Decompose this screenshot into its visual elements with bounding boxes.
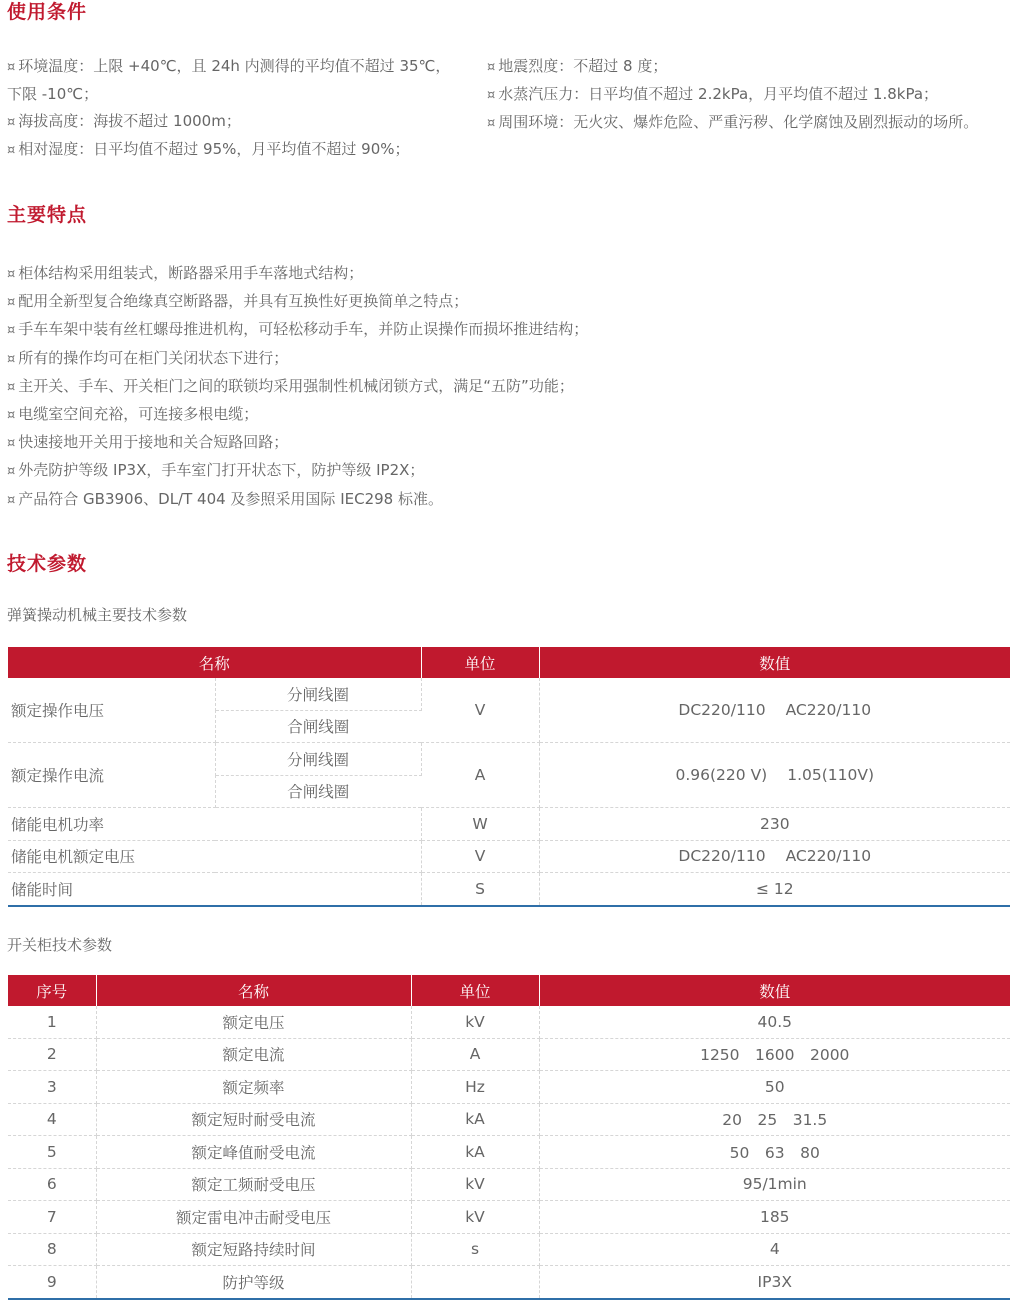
list-item: ¤ 外壳防护等级 IP3X，手车室门打开状态下，防护等级 IP2X； <box>7 461 425 480</box>
table-row <box>8 1266 1010 1299</box>
header-no: 序号 <box>8 975 96 1006</box>
row-value: 50 <box>539 1071 1010 1104</box>
row-name: 防护等级 <box>96 1266 411 1299</box>
features-list <box>7 260 588 514</box>
features-title: 主要特点 <box>7 204 88 226</box>
bullet-icon: ¤ <box>7 115 16 130</box>
row-no: 8 <box>8 1233 96 1266</box>
spring-table-subtitle: 弹簧操动机械主要技术参数 <box>7 606 188 624</box>
row-value: 230 <box>539 808 1010 841</box>
switchgear-params-table <box>8 975 1010 1300</box>
row-name: 额定短路持续时间 <box>96 1233 411 1266</box>
row-no: 2 <box>8 1038 96 1071</box>
row-name: 储能时间 <box>8 873 421 906</box>
row-subname: 合闸线圈 <box>215 710 421 743</box>
table-row <box>8 808 1010 841</box>
row-unit: Hz <box>411 1071 539 1104</box>
row-no: 1 <box>8 1006 96 1038</box>
row-unit: W <box>421 808 539 841</box>
list-item: 下限 -10℃； <box>7 85 99 103</box>
list-item: ¤ 水蒸汽压力：日平均值不超过 2.2kPa，月平均值不超过 1.8kPa； <box>487 85 939 103</box>
row-subname: 分闸线圈 <box>215 743 421 776</box>
table-header-row <box>8 647 1010 678</box>
list-item: ¤ 产品符合 GB3906、DL/T 404 及参照采用国际 IEC298 标准。 <box>7 489 443 508</box>
list-item: ¤ 环境温度：上限 +40℃，且 24h 内测得的平均值不超过 35℃， <box>7 57 451 75</box>
table-row <box>8 678 1010 710</box>
row-value: 0.96(220 V) 1.05(110V) <box>539 743 1010 808</box>
conditions-title: 使用条件 <box>7 1 88 23</box>
bullet-icon: ¤ <box>7 408 16 424</box>
table-row <box>8 1233 1010 1266</box>
bullet-icon: ¤ <box>487 88 496 103</box>
row-value: 1250 1600 2000 <box>539 1038 1010 1071</box>
list-item: ¤ 海拔高度：海拔不超过 1000m； <box>7 112 241 130</box>
table-row <box>8 1038 1010 1071</box>
row-unit: s <box>411 1233 539 1266</box>
row-value: 95/1min <box>539 1168 1010 1201</box>
row-subname: 分闸线圈 <box>215 678 421 710</box>
row-no: 7 <box>8 1201 96 1234</box>
bullet-icon: ¤ <box>7 492 16 508</box>
list-item: ¤ 快速接地开关用于接地和关合短路回路； <box>7 433 289 452</box>
table-row <box>8 1103 1010 1136</box>
row-unit: kA <box>411 1103 539 1136</box>
list-item: ¤ 地震烈度：不超过 8 度； <box>487 57 668 75</box>
bullet-icon: ¤ <box>7 351 16 367</box>
row-unit <box>411 1266 539 1299</box>
row-value: ≤ 12 <box>539 873 1010 906</box>
bullet-icon: ¤ <box>487 60 496 75</box>
bullet-icon: ¤ <box>7 323 16 339</box>
list-item: ¤ 配用全新型复合绝缘真空断路器，并具有互换性好更换简单之特点； <box>7 292 469 311</box>
row-unit: V <box>421 840 539 873</box>
row-no: 5 <box>8 1136 96 1169</box>
bullet-icon: ¤ <box>487 116 496 131</box>
row-value: 185 <box>539 1201 1010 1234</box>
row-value: 40.5 <box>539 1006 1010 1038</box>
row-value: 50 63 80 <box>539 1136 1010 1169</box>
row-name: 额定雷电冲击耐受电压 <box>96 1201 411 1234</box>
list-item: ¤ 相对湿度：日平均值不超过 95%，月平均值不超过 90%； <box>7 140 410 158</box>
table-row <box>8 1168 1010 1201</box>
table-row <box>8 743 1010 776</box>
bullet-icon: ¤ <box>7 436 16 452</box>
row-value: 4 <box>539 1233 1010 1266</box>
row-name: 额定峰值耐受电流 <box>96 1136 411 1169</box>
list-item: ¤ 主开关、手车、开关柜门之间的联锁均采用强制性机械闭锁方式，满足“五防”功能； <box>7 376 574 395</box>
row-name: 额定操作电流 <box>8 743 215 808</box>
row-value: 20 25 31.5 <box>539 1103 1010 1136</box>
bullet-icon: ¤ <box>7 295 16 311</box>
spring-params-table <box>8 647 1010 907</box>
row-unit: kV <box>411 1201 539 1234</box>
row-value: IP3X <box>539 1266 1010 1299</box>
conditions-right-list <box>487 53 978 137</box>
list-item: ¤ 柜体结构采用组装式，断路器采用手车落地式结构； <box>7 264 364 282</box>
bullet-icon: ¤ <box>7 267 16 282</box>
bullet-icon: ¤ <box>7 60 16 75</box>
row-unit: S <box>421 873 539 906</box>
row-no: 9 <box>8 1266 96 1299</box>
list-item: ¤ 所有的操作均可在柜门关闭状态下进行； <box>7 348 289 367</box>
row-unit: kA <box>411 1136 539 1169</box>
row-unit: kV <box>411 1006 539 1038</box>
bullet-icon: ¤ <box>7 379 16 395</box>
row-name: 额定工频耐受电压 <box>96 1168 411 1201</box>
header-unit: 单位 <box>411 975 539 1006</box>
row-unit: V <box>421 678 539 743</box>
list-item: ¤ 电缆室空间充裕，可连接多根电缆； <box>7 405 259 424</box>
row-name: 储能电机功率 <box>8 808 421 841</box>
header-value: 数值 <box>539 647 1010 678</box>
row-name: 额定操作电压 <box>8 678 215 743</box>
table-row <box>8 840 1010 873</box>
row-unit: kV <box>411 1168 539 1201</box>
table-row <box>8 873 1010 906</box>
table-row <box>8 1201 1010 1234</box>
row-no: 6 <box>8 1168 96 1201</box>
row-unit: A <box>421 743 539 808</box>
row-value: DC220/110 AC220/110 <box>539 840 1010 873</box>
list-item: ¤ 手车车架中装有丝杠螺母推进机构，可轻松移动手车，并防止误操作而损坏推进结构； <box>7 320 589 339</box>
row-no: 3 <box>8 1071 96 1104</box>
list-item: ¤ 周围环境：无火灾、爆炸危险、严重污秽、化学腐蚀及剧烈振动的场所。 <box>487 113 979 131</box>
row-no: 4 <box>8 1103 96 1136</box>
row-name: 额定电压 <box>96 1006 411 1038</box>
params-title: 技术参数 <box>7 553 88 575</box>
row-unit: A <box>411 1038 539 1071</box>
row-subname: 合闸线圈 <box>215 775 421 808</box>
row-value: DC220/110 AC220/110 <box>539 678 1010 743</box>
header-unit: 单位 <box>421 647 539 678</box>
table-header-row <box>8 975 1010 1006</box>
row-name: 额定频率 <box>96 1071 411 1104</box>
switch-table-subtitle: 开关柜技术参数 <box>7 936 113 954</box>
header-name: 名称 <box>96 975 411 1006</box>
bullet-icon: ¤ <box>7 143 16 158</box>
table-row <box>8 1136 1010 1169</box>
bullet-icon: ¤ <box>7 464 16 480</box>
conditions-left-list <box>7 53 450 164</box>
header-name: 名称 <box>8 647 421 678</box>
row-name: 额定电流 <box>96 1038 411 1071</box>
table-row <box>8 1006 1010 1038</box>
row-name: 储能电机额定电压 <box>8 840 421 873</box>
table-row <box>8 1071 1010 1104</box>
row-name: 额定短时耐受电流 <box>96 1103 411 1136</box>
header-value: 数值 <box>539 975 1010 1006</box>
